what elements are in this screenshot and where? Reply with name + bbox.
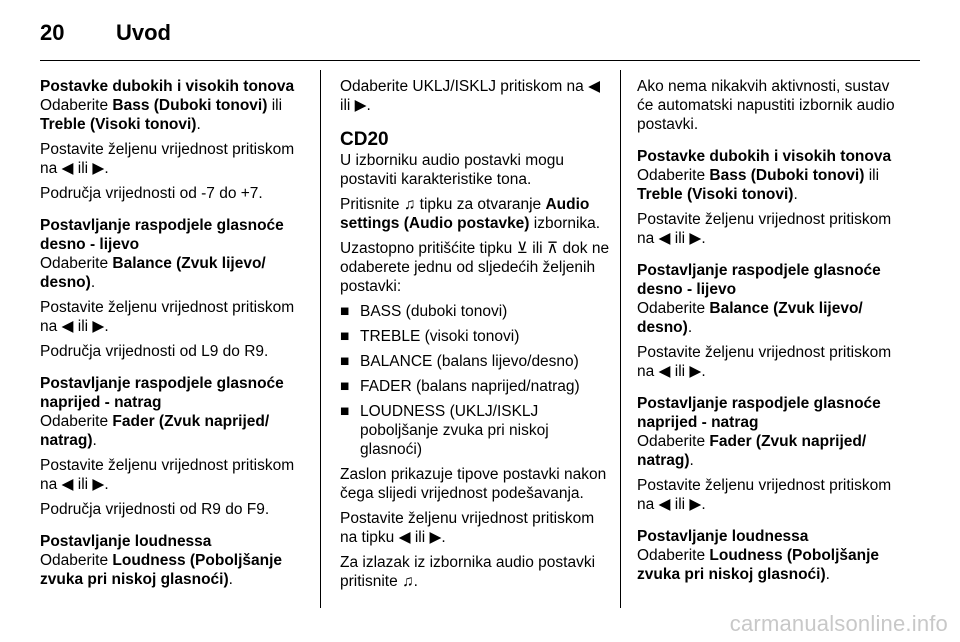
paragraph (340, 195, 610, 233)
column-3 (637, 77, 907, 597)
text: Odaberite (40, 552, 113, 569)
text: Odaberite (40, 255, 113, 272)
section-heading: Postavljanje loudnessa (40, 533, 212, 550)
bullet-icon: ■ (340, 403, 350, 420)
section-bass-treble (40, 77, 308, 203)
paragraph (637, 299, 907, 337)
paragraph (40, 551, 308, 589)
paragraph: U izborniku audio postavki mogu postaviti karakteristike tona. (340, 152, 565, 188)
section-heading: Postavljanje raspodjele glasnoće desno - lijevo (637, 262, 881, 298)
list-item-text: FADER (balans naprijed/natrag) (360, 378, 580, 395)
paragraph: Za izlazak iz izbornika audio postavki pritisnite ♫. (340, 554, 596, 590)
text: . (92, 432, 97, 449)
list-item-text: LOUDNESS (UKLJ/ISKLJ poboljšanje zvuka pri niskoj glasnoći) (360, 403, 549, 458)
paragraph: Područja vrijednosti od R9 do F9. (40, 501, 270, 518)
text: ili (267, 97, 283, 114)
text: izbornika. (529, 215, 601, 232)
text: . (90, 274, 96, 291)
menu-option: Treble (Visoki tonovi) (637, 186, 794, 203)
text: Odaberite (637, 547, 710, 564)
paragraph: Postavite željenu vrijednost pritiskom na ◀ ili ▶. (40, 457, 295, 493)
paragraph (40, 254, 308, 292)
bullet-icon: ■ (340, 378, 350, 395)
list-item (340, 302, 610, 321)
column-divider-2 (620, 70, 621, 608)
section-heading: Postavljanje raspodjele glasnoće naprijed - natrag (637, 395, 881, 431)
paragraph: Postavite željenu vrijednost pritiskom na ◀ ili ▶. (637, 344, 892, 380)
text: Odaberite (40, 97, 113, 114)
text: . (793, 186, 798, 203)
list-item-text: BALANCE (balans lijevo/desno) (360, 353, 579, 370)
text: Odaberite (637, 300, 710, 317)
list-item (340, 402, 610, 459)
menu-option: Fader (Zvuk naprijed/ natrag) (637, 433, 867, 469)
menu-option: Loudness (Poboljšanje zvuka pri niskoj glasnoći) (637, 547, 880, 583)
column-1 (40, 77, 308, 602)
paragraph: Postavite željenu vrijednost pritiskom na ◀ ili ▶. (637, 477, 892, 513)
list-item-text: TREBLE (visoki tonovi) (360, 328, 520, 345)
paragraph: Uzastopno pritišćite tipku ⊻ ili ⊼ dok ne odaberete jednu od sljedećih željenih postavki: (340, 240, 610, 295)
text: Pritisnite ♫ tipku za otvaranje (340, 196, 546, 213)
paragraph: Zaslon prikazuje tipove postavki nakon čega slijedi vrijednost podešavanja. (340, 466, 607, 502)
text: . (687, 319, 693, 336)
list-item-text: BASS (duboki tonovi) (360, 303, 508, 320)
menu-option: Balance (Zvuk lijevo/ desno) (40, 255, 266, 291)
section-heading: Postavke dubokih i visokih tonova (637, 148, 892, 165)
paragraph: Odaberite UKLJ/ISKLJ pritiskom na ◀ ili ▶. (340, 78, 601, 114)
menu-option: Balance (Zvuk lijevo/ desno) (637, 300, 863, 336)
header-divider (40, 60, 920, 61)
paragraph (637, 166, 907, 204)
paragraph: Postavite željenu vrijednost pritiskom na ◀ ili ▶. (637, 211, 892, 247)
section-bass-treble (637, 147, 907, 248)
text: . (228, 571, 233, 588)
menu-option: Fader (Zvuk naprijed/ natrag) (40, 413, 270, 449)
bullet-icon: ■ (340, 303, 350, 320)
menu-option: Treble (Visoki tonovi) (40, 116, 197, 133)
menu-option: Bass (Duboki tonovi) (709, 167, 865, 184)
settings-list (340, 302, 610, 459)
section-balance (40, 216, 308, 361)
text: . (196, 116, 201, 133)
paragraph: Postavite željenu vrijednost pritiskom na ◀ ili ▶. (40, 299, 295, 335)
paragraph: Postavite željenu vrijednost pritiskom na tipku ◀ ili ▶. (340, 510, 595, 546)
text: ili (864, 167, 880, 184)
list-item (340, 377, 610, 396)
text: . (689, 452, 694, 469)
section-loudness (40, 532, 308, 589)
menu-option: Audio settings (Audio postavke) (340, 196, 590, 232)
paragraph (40, 412, 308, 450)
watermark: carmanualsonline.info (729, 611, 948, 636)
paragraph (637, 432, 907, 470)
text: . (825, 566, 830, 583)
text: Odaberite (40, 413, 113, 430)
menu-option: Loudness (Poboljšanje zvuka pri niskoj glasnoći) (40, 552, 283, 588)
page-title: Uvod (116, 20, 171, 45)
section-loudness (637, 527, 907, 584)
section-fader (637, 394, 907, 514)
text: Odaberite (637, 433, 710, 450)
paragraph: Područja vrijednosti od L9 do R9. (40, 343, 269, 360)
text: Odaberite (637, 167, 710, 184)
page-number: 20 (40, 20, 65, 45)
paragraph (40, 96, 308, 134)
bullet-icon: ■ (340, 353, 350, 370)
section-heading: Postavke dubokih i visokih tonova (40, 78, 295, 95)
column-2 (340, 77, 610, 597)
bullet-icon: ■ (340, 328, 350, 345)
section-heading: Postavljanje loudnessa (637, 528, 809, 545)
page-header (40, 20, 920, 60)
paragraph: Postavite željenu vrijednost pritiskom na ◀ ili ▶. (40, 141, 295, 177)
section-balance (637, 261, 907, 381)
list-item (340, 327, 610, 346)
menu-option: Bass (Duboki tonovi) (112, 97, 268, 114)
paragraph: Ako nema nikakvih aktivnosti, sustav će automatski napustiti izbornik audio postavki. (637, 78, 895, 133)
section-heading: Postavljanje raspodjele glasnoće naprijed - natrag (40, 375, 284, 411)
column-divider-1 (320, 70, 321, 608)
paragraph: Područja vrijednosti od -7 do +7. (40, 185, 263, 202)
section-heading: Postavljanje raspodjele glasnoće desno - lijevo (40, 217, 284, 253)
paragraph (637, 546, 907, 584)
section-fader (40, 374, 308, 519)
list-item (340, 352, 610, 371)
section-heading-cd20: CD20 (340, 129, 389, 150)
